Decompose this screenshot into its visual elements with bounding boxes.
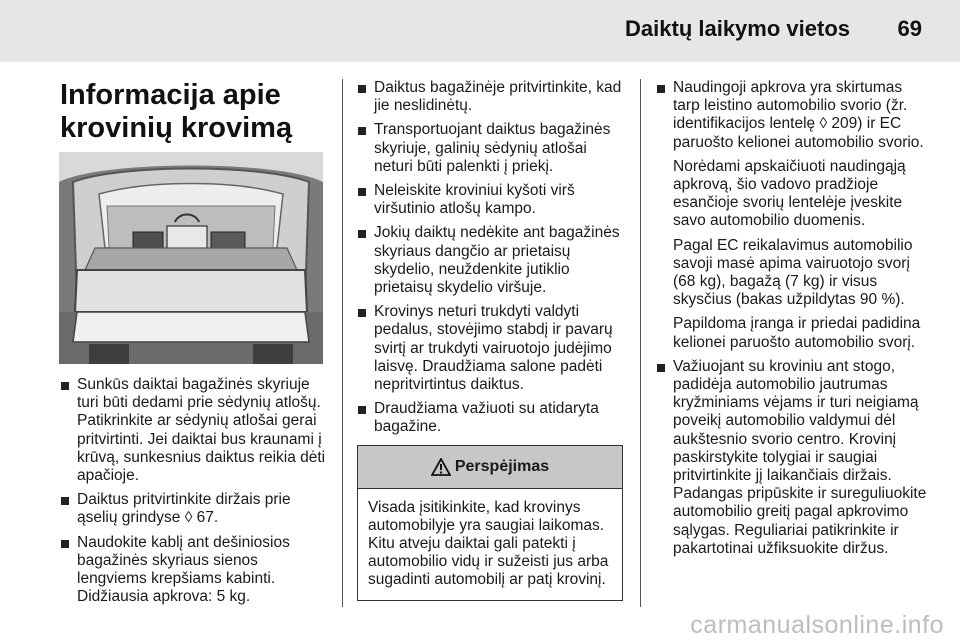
warning-triangle-icon: [431, 458, 451, 476]
paragraph: Papildoma įranga ir priedai padidina kelionei paruošto automobilio svorį.: [673, 315, 921, 351]
list-item: [656, 79, 928, 152]
bullet-icon: [358, 406, 366, 414]
list-item: [60, 491, 330, 527]
warning-text: Visada įsitikinkite, kad krovinys automobilyje yra saugiai laikomas. Kitu atveju daiktai gali patekti į automobilio vidų ir sužeisti jus arba sugadinti automobilį ar patį krovinį.: [368, 498, 609, 589]
bullet-icon: [358, 230, 366, 238]
list-item-text: Daiktus pritvirtinkite diržais prie ąselių grindyse ◊ 67.: [77, 491, 291, 527]
list-item-text: Draudžiama važiuoti su atidaryta bagažine.: [374, 400, 599, 436]
bullet-icon: [61, 382, 69, 390]
column-3: [656, 79, 928, 564]
list-item: [656, 358, 928, 558]
list-item-text: Neleiskite kroviniui kyšoti virš viršutinio atlošų kampo.: [374, 182, 575, 218]
list-item: [357, 400, 625, 436]
list-item-text: Važiuojant su kroviniu ant stogo, padidėja automobilio jautrumas kryžminiams vėjams ir turi neigiamą poveikį automobilio valdymui dėl aukštesnio svorio centro. Krovinį paskirstykite tolygiai ir saugiai pritvirtinkite jį laikančiais diržais. Padangas pripūskite ir sureguliuokite automobilio greitį pagal apkrovimo sąlygas. Reguliariai patikrinkite ir pakartotinai užfiksuokite diržus.: [673, 357, 927, 557]
list-item: [357, 182, 625, 218]
paragraph: Pagal EC reikalavimus automobilio savoji masė apima vairuotojo svorį (68 kg), bagažą (7 kg) ir visus skysčius (bakas užpildytas 90 %).: [673, 236, 913, 309]
header-title: Daiktų laikymo vietos: [625, 16, 850, 41]
list-item-text: Transportuojant daiktus bagažinės skyriuje, galinių sėdynių atlošai neturi būti palenkti į priekį.: [374, 121, 611, 175]
section-title: Informacija apie krovinių krovimą: [60, 79, 293, 144]
list-item: [357, 79, 625, 115]
car-rear-open-trunk-image: [59, 152, 323, 364]
list-item-text: Jokių daiktų nedėkite ant bagažinės skyriaus dangčio ar prietaisų skydelio, neuždenkite jutiklio prietaisų skydelio viršuje.: [374, 224, 620, 297]
page-header: [0, 0, 960, 62]
bullet-icon: [358, 309, 366, 317]
bullet-icon: [61, 540, 69, 548]
watermark: carmanualsonline.info: [690, 611, 944, 639]
column-divider: [640, 79, 641, 607]
warning-title: Perspėjimas: [454, 457, 550, 475]
column-1: [60, 376, 330, 612]
bullet-icon: [61, 497, 69, 505]
list-item-text: Sunkūs daiktai bagažinės skyriuje turi būti dedami prie sėdynių atlošų. Patikrinkite ar sėdynių atlošai gerai pritvirtinti. Jei daiktai bus kraunami į krūvą, sunkesnius daiktus reikia dėti apačioje.: [77, 376, 326, 485]
column-divider: [342, 79, 343, 607]
list-item-text: Krovinys neturi trukdyti valdyti pedalus, stovėjimo stabdį ir pavarų svirtį ar trukdyti vairuotojo judėjimo laisvę. Draudžiama salone padėti nepritvirtintus daiktus.: [374, 303, 613, 394]
list-item-text: Daiktus bagažinėje pritvirtinkite, kad jie neslidinėtų.: [374, 79, 622, 115]
trunk-loading-illustration: [59, 152, 323, 364]
page-number: 69: [897, 16, 922, 41]
list-item: [357, 224, 625, 297]
bullet-icon: [358, 188, 366, 196]
bullet-icon: [657, 85, 665, 93]
warning-header: [358, 446, 622, 489]
list-item: [60, 376, 330, 485]
bullet-icon: [358, 127, 366, 135]
list-item-text: Naudingoji apkrova yra skirtumas tarp leistino automobilio svorio (žr. identifikacijos lentelę ◊ 209) ir EC paruošto kelionei automobilio svorio.: [673, 79, 924, 151]
list-item-text: Naudokite kablį ant dešiniosios bagažinės skyriaus sienos lengviems krepšiams kabinti. Didžiausia apkrova: 5 kg.: [77, 533, 290, 606]
list-item: [357, 121, 625, 176]
column-2: [357, 79, 625, 601]
bullet-icon: [657, 364, 665, 372]
bullet-icon: [358, 85, 366, 93]
list-item: [357, 303, 625, 394]
warning-box: [357, 445, 623, 601]
list-item: [60, 534, 330, 607]
paragraph: Norėdami apskaičiuoti naudingąją apkrovą, šio vadovo pradžioje esančioje svorių lentelėje įveskite savo automobilio duomenis.: [673, 157, 906, 230]
